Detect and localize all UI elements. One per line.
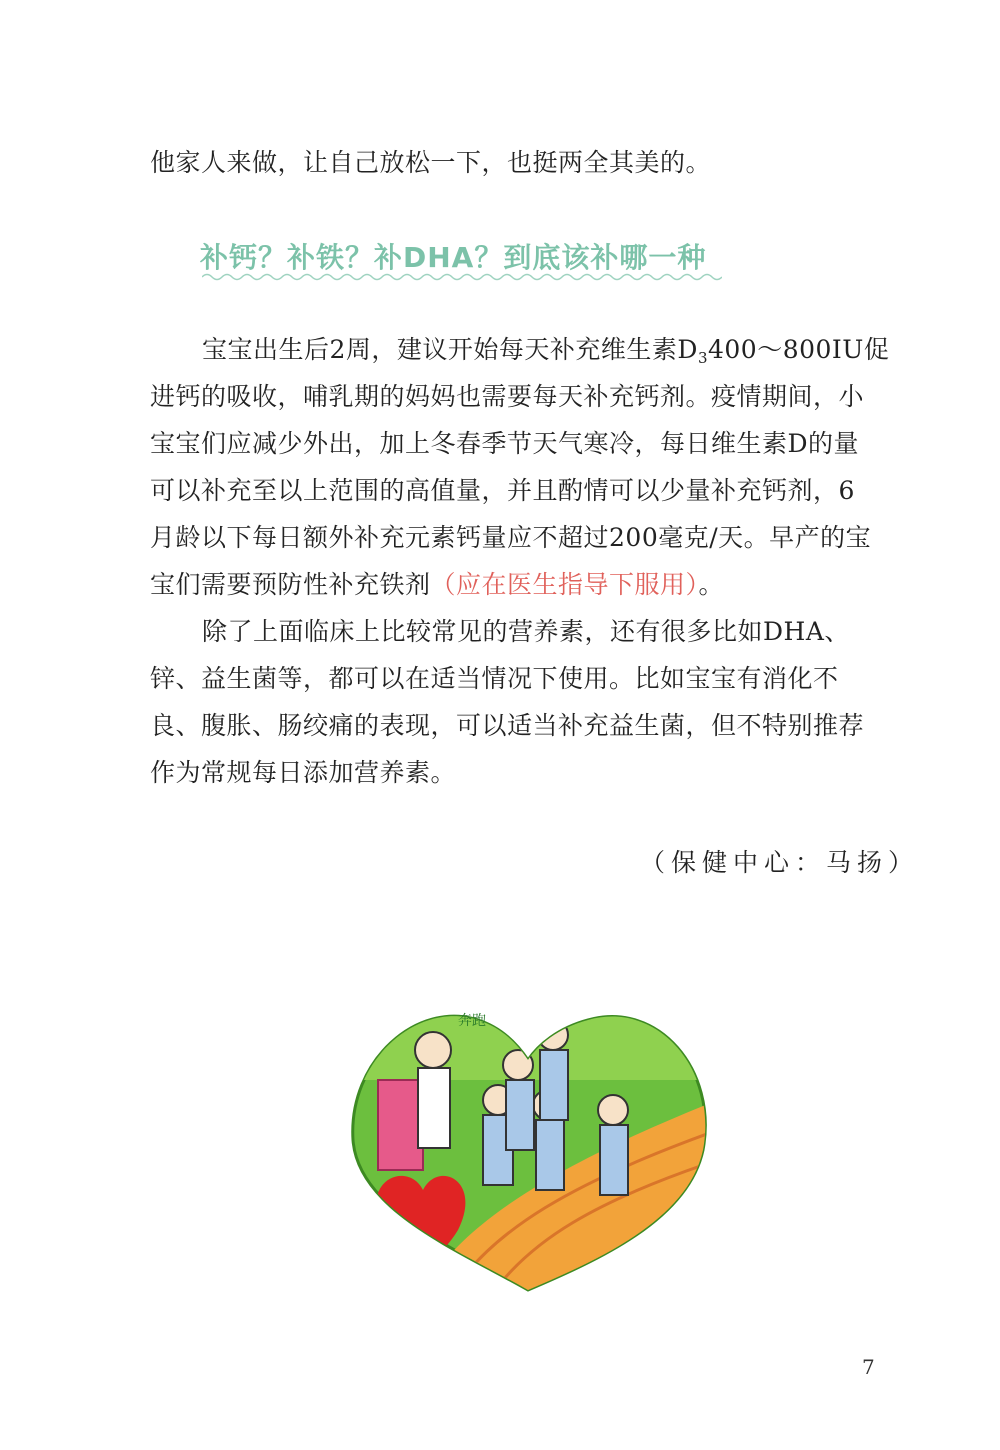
- top-line: 他家人来做，让自己放松一下，也挺两全其美的。: [150, 148, 712, 177]
- para1-line3: 宝宝们应减少外出，加上冬春季节天气寒冷，每日维生素D的量: [150, 429, 860, 458]
- para1-line6-b: 。: [698, 570, 725, 599]
- para1-line5: 月龄以下每日额外补充元素钙量应不超过200毫克/天。早产的宝: [150, 523, 872, 552]
- heart-drawing-children-icon: [338, 990, 718, 1300]
- para1-line1: [202, 334, 889, 374]
- section-heading: 补钙？补铁？补DHA？到底该补哪一种: [200, 241, 707, 274]
- para2-line2: 锌、益生菌等，都可以在适当情况下使用。比如宝宝有消化不: [150, 664, 839, 693]
- para1-line1-sub: 3: [697, 349, 708, 367]
- page-number: 7: [862, 1355, 875, 1379]
- para2-line4: 作为常规每日添加营养素。: [150, 758, 457, 787]
- handwritten-label: 奔跑: [458, 1013, 486, 1029]
- para2-line1: 除了上面临床上比较常见的营养素，还有很多比如DHA、: [202, 617, 850, 646]
- wavy-underline: [202, 272, 722, 282]
- para1-line6: [150, 569, 724, 601]
- para1-line2: 进钙的吸收，哺乳期的妈妈也需要每天补充钙剂。疫情期间，小: [150, 382, 865, 411]
- para1-line1-b: 400～800IU促: [708, 335, 890, 364]
- signature: （保健中心：马扬）: [640, 848, 920, 877]
- para1-line4: 可以补充至以上范围的高值量，并且酌情可以少量补充钙剂，6: [150, 476, 855, 505]
- para1-line6-a: 宝们需要预防性补充铁剂: [150, 570, 431, 599]
- para2-line3: 良、腹胀、肠绞痛的表现，可以适当补充益生菌，但不特别推荐: [150, 711, 865, 740]
- doctor-guidance-note: （应在医生指导下服用）: [430, 570, 699, 599]
- para1-line1-a: 宝宝出生后2周，建议开始每天补充维生素D: [202, 335, 698, 364]
